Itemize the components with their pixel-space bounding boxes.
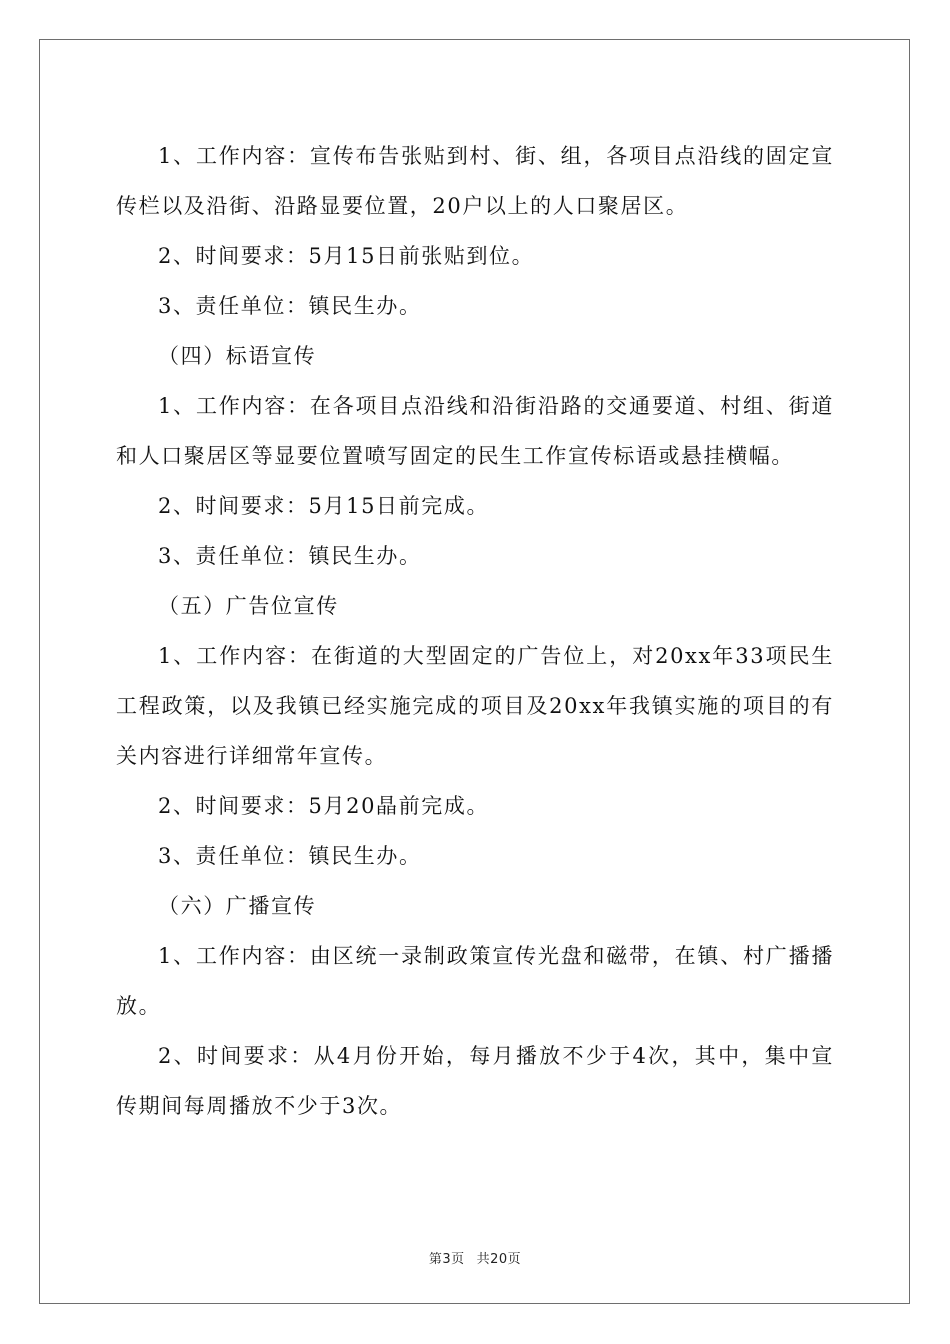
paragraph-6: 2、时间要求：5月15日前完成。 <box>158 494 490 518</box>
paragraph-3: 3、责任单位：镇民生办。 <box>158 294 422 318</box>
section-heading-6: （六）广播宣传 <box>158 894 317 918</box>
paragraph-7: 3、责任单位：镇民生办。 <box>158 544 422 568</box>
document-body <box>116 131 834 1131</box>
paragraph-11: 3、责任单位：镇民生办。 <box>158 844 422 868</box>
paragraph-2: 2、时间要求：5月15日前张贴到位。 <box>158 244 535 268</box>
paragraph-13: 1、工作内容：由区统一录制政策宣传光盘和磁带，在镇、村广播播放。 <box>116 944 834 1018</box>
section-heading-4: （四）标语宣传 <box>158 344 317 368</box>
page-footer <box>0 1248 950 1267</box>
paragraph-14: 2、时间要求：从4月份开始，每月播放不少于4次，其中，集中宣传期间每周播放不少于3次。 <box>116 1044 834 1118</box>
paragraph-9: 1、工作内容：在街道的大型固定的广告位上，对20xx年33项民生工程政策，以及我镇已经实施完成的项目及20xx年我镇实施的项目的有关内容进行详细常年宣传。 <box>116 644 834 768</box>
section-heading-5: （五）广告位宣传 <box>158 594 339 618</box>
page-total: 共20页 <box>476 1252 522 1267</box>
page-number: 第3页 <box>428 1252 465 1267</box>
paragraph-1: 1、工作内容：宣传布告张贴到村、街、组，各项目点沿线的固定宣传栏以及沿街、沿路显要位置，20户以上的人口聚居区。 <box>116 144 834 218</box>
paragraph-10: 2、时间要求：5月20晶前完成。 <box>158 794 490 818</box>
paragraph-5: 1、工作内容：在各项目点沿线和沿街沿路的交通要道、村组、街道和人口聚居区等显要位置喷写固定的民生工作宣传标语或悬挂横幅。 <box>116 394 834 468</box>
